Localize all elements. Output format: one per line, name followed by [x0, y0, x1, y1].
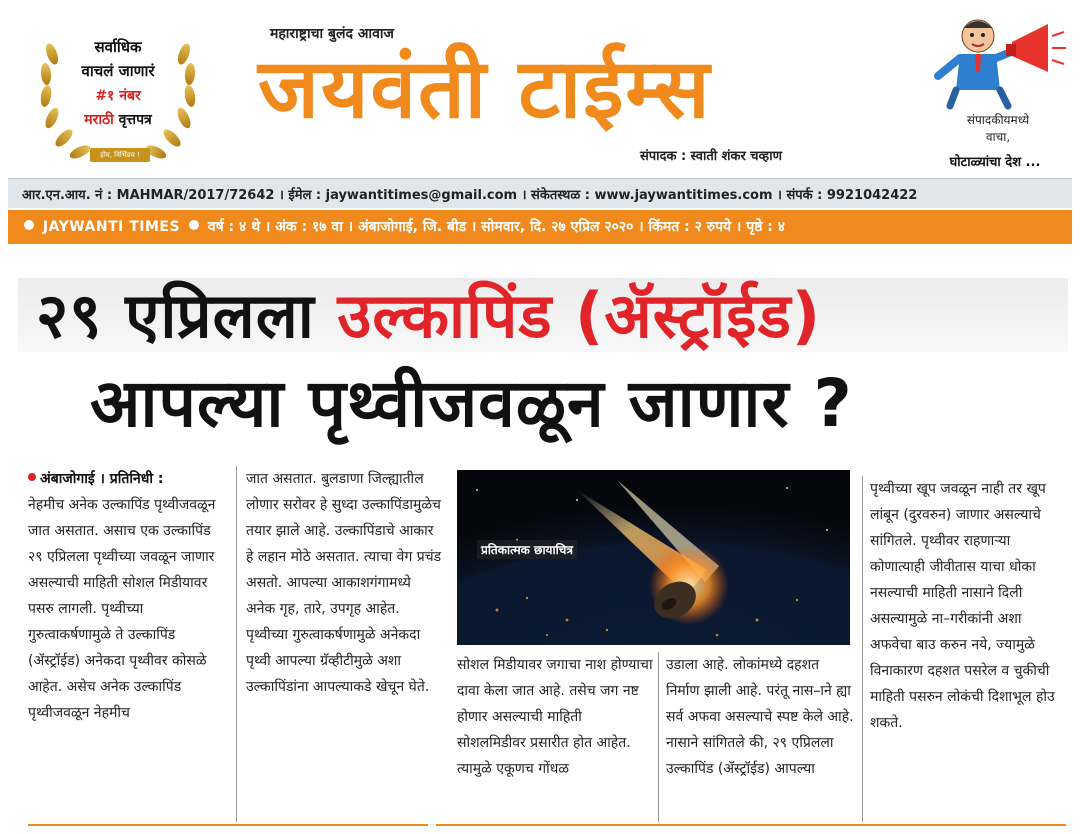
article-photo[interactable]: [457, 470, 850, 645]
bestseller-badge: [28, 14, 208, 174]
badge-ribbon: होय, निर्भिडच !: [90, 148, 150, 162]
dateline: [28, 466, 228, 492]
headline-line-2: आपल्या पृथ्वीजवळून जाणार ?: [90, 365, 853, 442]
article-column-2: [246, 466, 442, 700]
headline-line-1-red: उल्कापिंड (ॲस्ट्रॉईड): [337, 279, 822, 352]
promo-line-1: संपादकीयमध्ये: [966, 113, 1030, 127]
badge-line-4-red: मराठी: [84, 112, 114, 128]
article-column-3: [457, 652, 653, 782]
masthead-tagline: महाराष्ट्राचा बुलंद आवाज: [270, 26, 394, 42]
megaphone-man-icon: [920, 10, 1070, 110]
article-column-5-text: पृथ्वीच्या खूप जवळून नाही तर खूप लांबून (दुरवरुन) जाणार असल्याचे सांगितले. पृथ्वीवर राहणाऱ्या कोणात्याही जीवीतास याचा धोका नसल्याची माहिती नासाने दिली असल्यामुळे ना–गरीकांनी अशा अफवेचा बाउ करुन नये, ज्यामुळे विनाकारण दहशत पसरेल व चुकीची माहिती पसरुन लोकंची दिशाभूल होउ शकते.: [870, 481, 1055, 731]
editor-credit: संपादक : स्वाती शंकर चव्हाण: [640, 149, 782, 164]
issue-details: वर्ष : ४ थे । अंक : १७ वा । अंबाजोगाई, जि. बीड । सोमवार, दि. २७ एप्रिल २०२० । किंमत : २ रुपये । पृष्ठे : ४: [207, 219, 786, 235]
bullet-icon: [28, 473, 36, 481]
newspaper-title: जयवंती टाईम्स: [258, 42, 712, 137]
column-divider: [236, 466, 237, 822]
badge-line-4: [28, 108, 208, 132]
masthead: [0, 0, 1080, 178]
bottom-rule: [28, 824, 428, 826]
badge-line-2: वाचलं जाणारं: [81, 62, 155, 80]
issue-info-bar: [8, 210, 1072, 244]
editorial-promo[interactable]: [920, 10, 1070, 175]
article-column-4: [666, 652, 856, 782]
issue-brand: JAYWANTI TIMES: [42, 219, 181, 235]
dateline-text: अंबाजोगाई । प्रतिनिधी :: [40, 471, 164, 487]
bottom-rule: [436, 824, 1066, 826]
badge-line-4-rest: वृत्तपत्र: [113, 112, 152, 128]
bullet-icon: [189, 220, 199, 230]
photo-caption: प्रतिकात्मक छायाचित्र: [477, 540, 577, 559]
issue-info: [20, 217, 785, 236]
registration-info-bar: [8, 178, 1072, 208]
bullet-icon: [24, 220, 34, 230]
main-headline: [0, 258, 1080, 458]
promo-text: [928, 112, 1068, 146]
article-column-2-text: जात असतात. बुलडाणा जिल्ह्यातील लोणार सरोवर हे सुध्दा उल्कापिंडामुळेच तयार झाले आहे. उल्कापिंडाचे आकार हे लहान मोठे असतात. त्याचा वेग प्रचंड असतो. आपल्या आकाशगंगामध्ये अनेक गृह, तारे, उपगृह आहेत. पृथ्वीच्या गुरुत्वाकर्षणामुळे अनेकदा पृथ्वी आपल्या ग्रॅव्हीटीमुळे अशा उल्कापिंडांना आपल्याकडे खेचून घेते.: [246, 471, 442, 695]
article-column-1-text: नेहमीच अनेक उल्कापिंड पृथ्वीजवळून जात असतात. असाच एक उल्कापिंड २९ एप्रिलला पृथ्वीच्या जवळून जाणार असल्याची माहिती सोशल मिडीयावर पसरु लागली. पृथ्वीच्या गुरुत्वाकर्षणामुळे ते उल्कापिंड (ॲस्ट्रॉईड) अनेकदा पृथ्वीवर कोसळे आहेत. असेच अनेक उल्कापिंड पृथ्वीजवळून नेहमीच: [28, 497, 216, 721]
badge-line-1: सर्वाधिक: [94, 38, 142, 56]
article-column-4-text: उडाला आहे. लोकांमध्ये दहशत निर्माण झाली आहे. परंतू नास–ाने ह्या सर्व अफवा असल्याचे स्पष्ट केले आहे. नासाने सांगितले की, २९ एप्रिलला उल्कापिंड (ॲस्ट्रॉईड) आपल्या: [666, 657, 854, 777]
registration-info-text: आर.एन.आय. नं : MAHMAR/2017/72642 । ईमेल : jaywantitimes@gmail.com । संकेतस्थळ : www.jaywantitimes.com । संपर्क : 9921042422: [22, 188, 918, 203]
headline-line-1-black: २९ एप्रिलला: [36, 279, 338, 352]
promo-line-3: घोटाळ्यांचा देश ...: [949, 155, 1041, 170]
article-column-5: [870, 476, 1066, 736]
badge-line-3: #१ नंबर: [95, 88, 141, 104]
headline-line-1: [36, 276, 821, 356]
article-column-1: [28, 466, 228, 726]
column-divider: [862, 476, 863, 822]
promo-line-2: वाचा,: [985, 130, 1011, 144]
article-column-3-text: सोशल मिडीयावर जगाचा नाश होण्याचा दावा केला जात आहे. तसेच जग नष्ट होणार असल्याची माहिती सोशलमिडीवर प्रसारीत होत आहेत. त्यामुळे एकूणच गोंधळ: [457, 657, 653, 777]
column-divider: [658, 652, 659, 822]
